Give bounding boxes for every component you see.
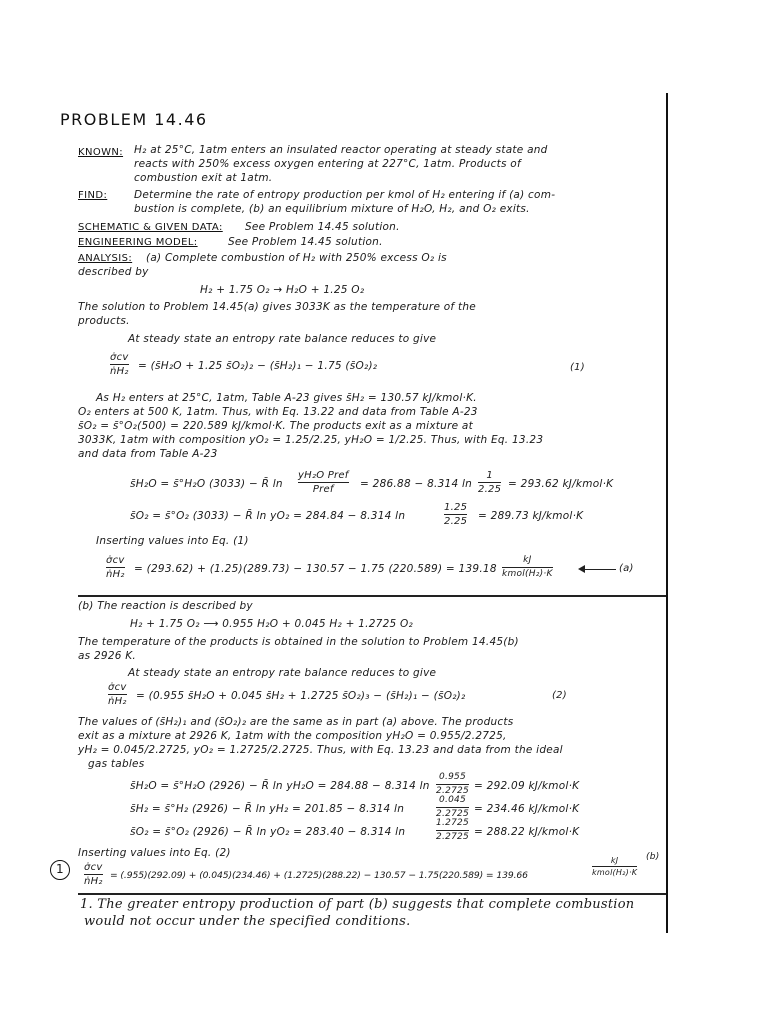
s-h2o-b-lhs: s̄H₂O = s̄°H₂O (2926) − R̄ ln yH₂O = 284.88 − 8.314 ln bbox=[130, 780, 430, 792]
result-a-unit bbox=[502, 555, 553, 580]
s-o2-b-frac-num: 1.2725 bbox=[436, 818, 469, 828]
eq1-lhs-numerator: σ̇cv bbox=[110, 352, 129, 363]
reaction-a: H₂ + 1.75 O₂ → H₂O + 1.25 O₂ bbox=[200, 284, 365, 296]
s-o2-a-lhs: s̄O₂ = s̄°O₂ (3033) − R̄ ln yO₂ = 284.84 − 8.314 ln bbox=[130, 510, 406, 522]
s-o2-a-frac-num: 1.25 bbox=[444, 502, 468, 513]
s-h2o-a-frac2-den: 2.25 bbox=[478, 484, 502, 495]
s-h2o-a-mid: = 286.88 − 8.314 ln bbox=[360, 478, 473, 490]
part-a-para-2: O₂ enters at 500 K, 1atm. Thus, with Eq. 13.22 and data from Table A-23 bbox=[78, 406, 478, 418]
s-o2-b-frac bbox=[436, 818, 469, 843]
analysis-line-3: The solution to Problem 14.45(a) gives 3033K as the temperature of the bbox=[78, 301, 476, 313]
result-b-unit-num: kJ bbox=[610, 856, 619, 865]
s-h2o-a-result: = 293.62 kJ/kmol·K bbox=[508, 478, 614, 490]
result-a-lhs-den: ṅH₂ bbox=[106, 569, 125, 580]
eq2-lhs-numerator: σ̇cv bbox=[108, 682, 127, 693]
engineering-model-label: ENGINEERING MODEL: bbox=[78, 237, 198, 248]
s-o2-b-lhs: s̄O₂ = s̄°O₂ (2926) − R̄ ln yO₂ = 283.40 − 8.314 ln bbox=[130, 826, 406, 838]
s-h2o-b-result: = 292.09 kJ/kmol·K bbox=[474, 780, 580, 792]
inserting-b: Inserting values into Eq. (2) bbox=[78, 847, 231, 859]
s-o2-a-frac-den: 2.25 bbox=[444, 516, 468, 527]
inserting-a: Inserting values into Eq. (1) bbox=[96, 535, 249, 547]
result-b-tag: (b) bbox=[646, 852, 660, 862]
eq2-lhs bbox=[108, 682, 127, 707]
result-b-unit bbox=[592, 856, 637, 877]
footnote-divider-rule bbox=[78, 893, 666, 895]
part-a-para-5: and data from Table A-23 bbox=[78, 448, 218, 460]
s-h2o-a-frac bbox=[298, 470, 349, 495]
result-b-lhs bbox=[84, 862, 103, 887]
known-line-1: H₂ at 25°C, 1atm enters an insulated reactor operating at steady state and bbox=[134, 144, 548, 156]
result-a-tag: (a) bbox=[619, 563, 634, 574]
part-a-para-4: 3033K, 1atm with composition yO₂ = 1.25/2.25, yH₂O = 1/2.25. Thus, with Eq. 13.23 bbox=[78, 434, 544, 446]
s-h2-b-frac-den: 2.2725 bbox=[436, 809, 469, 819]
result-b-rhs: = (.955)(292.09) + (0.045)(234.46) + (1.2725)(288.22) − 130.57 − 1.75(220.589) = 139.66 bbox=[110, 870, 528, 881]
s-h2o-b-frac-num: 0.955 bbox=[438, 772, 466, 782]
part-b-line-2: The temperature of the products is obtained in the solution to Problem 14.45(b) bbox=[78, 636, 519, 648]
eq2-tag: (2) bbox=[552, 690, 567, 701]
right-margin-rule bbox=[666, 93, 668, 933]
find-label: FIND: bbox=[78, 190, 108, 201]
result-a-lhs-num: σ̇cv bbox=[106, 555, 125, 566]
part-b-line-1: (b) The reaction is described by bbox=[78, 600, 253, 612]
problem-title: PROBLEM 14.46 bbox=[60, 110, 208, 129]
schematic-label: SCHEMATIC & GIVEN DATA: bbox=[78, 222, 223, 233]
eq1-lhs bbox=[110, 352, 129, 377]
part-a-para-1: As H₂ enters at 25°C, 1atm, Table A-23 gives s̄H₂ = 130.57 kJ/kmol·K. bbox=[96, 392, 477, 404]
result-a-rhs: = (293.62) + (1.25)(289.73) − 130.57 − 1.75 (220.589) = 139.18 bbox=[134, 563, 497, 575]
eq2-rhs: = (0.955 s̄H₂O + 0.045 s̄H₂ + 1.2725 s̄O₂)₃ − (s̄H₂)₁ − (s̄O₂)₂ bbox=[136, 690, 466, 702]
analysis-line-1: (a) Complete combustion of H₂ with 250% excess O₂ is bbox=[146, 252, 447, 264]
part-b-line-4: At steady state an entropy rate balance reduces to give bbox=[128, 667, 437, 679]
analysis-line-2: described by bbox=[78, 266, 149, 278]
result-a-lhs bbox=[106, 555, 125, 580]
s-o2-b-frac-den: 2.2725 bbox=[436, 832, 469, 842]
analysis-label: ANALYSIS: bbox=[78, 253, 133, 264]
s-o2-a-frac bbox=[444, 502, 467, 527]
s-h2o-b-frac-den: 2.2725 bbox=[436, 786, 469, 796]
eq2-lhs-denominator: ṅH₂ bbox=[108, 696, 127, 707]
eq1-lhs-denominator: ṅH₂ bbox=[110, 366, 129, 377]
eq1-rhs: = (s̄H₂O + 1.25 s̄O₂)₂ − (s̄H₂)₁ − 1.75 (s̄O₂)₂ bbox=[138, 360, 378, 372]
result-a-arrow bbox=[580, 569, 616, 570]
known-line-2: reacts with 250% excess oxygen entering at 227°C, 1atm. Products of bbox=[134, 158, 521, 170]
s-o2-b-result: = 288.22 kJ/kmol·K bbox=[474, 826, 580, 838]
schematic-text: See Problem 14.45 solution. bbox=[245, 221, 400, 233]
analysis-line-5: At steady state an entropy rate balance reduces to give bbox=[128, 333, 437, 345]
s-h2o-b-frac bbox=[436, 772, 469, 797]
s-o2-a-result: = 289.73 kJ/kmol·K bbox=[478, 510, 584, 522]
part-a-para-3: s̄O₂ = s̄°O₂(500) = 220.589 kJ/kmol·K. The products exit as a mixture at bbox=[78, 420, 473, 432]
part-b-para-1: The values of (s̄H₂)₁ and (s̄O₂)₂ are the same as in part (a) above. The products bbox=[78, 716, 514, 728]
part-b-para-2: exit as a mixture at 2926 K, 1atm with the composition yH₂O = 0.955/2.2725, bbox=[78, 730, 507, 742]
note-marker-circle: 1 bbox=[50, 860, 70, 880]
part-b-para-3: yH₂ = 0.045/2.2725, yO₂ = 1.2725/2.2725. Thus, with Eq. 13.23 and data from the ideal bbox=[78, 744, 563, 756]
analysis-line-4: products. bbox=[78, 315, 130, 327]
find-line-1: Determine the rate of entropy production per kmol of H₂ entering if (a) com- bbox=[134, 189, 556, 201]
s-h2o-a-frac2-num: 1 bbox=[486, 470, 493, 481]
engineering-model-text: See Problem 14.45 solution. bbox=[228, 236, 383, 248]
known-label: KNOWN: bbox=[78, 147, 124, 158]
part-b-line-3: as 2926 K. bbox=[78, 650, 137, 662]
footnote-line-2: would not occur under the specified conditions. bbox=[84, 914, 411, 929]
eq1-tag: (1) bbox=[570, 362, 585, 373]
find-line-2: bustion is complete, (b) an equilibrium mixture of H₂O, H₂, and O₂ exits. bbox=[134, 203, 530, 215]
s-h2o-a-lhs: s̄H₂O = s̄°H₂O (3033) − R̄ ln bbox=[130, 478, 283, 490]
s-h2o-a-frac2 bbox=[478, 470, 501, 495]
s-h2-b-lhs: s̄H₂ = s̄°H₂ (2926) − R̄ ln yH₂ = 201.85 − 8.314 ln bbox=[130, 803, 405, 815]
result-a-unit-den: kmol(H₂)·K bbox=[502, 569, 553, 579]
result-a-unit-num: kJ bbox=[523, 555, 532, 565]
result-b-lhs-den: ṅH₂ bbox=[84, 876, 103, 887]
known-line-3: combustion exit at 1atm. bbox=[134, 172, 273, 184]
part-b-para-4: gas tables bbox=[88, 758, 145, 770]
s-h2o-a-frac-num: yH₂O Pref bbox=[298, 470, 349, 481]
s-h2-b-frac-num: 0.045 bbox=[438, 795, 466, 805]
footnote-line-1: 1. The greater entropy production of part (b) suggests that complete combustion bbox=[80, 897, 635, 912]
result-b-lhs-num: σ̇cv bbox=[84, 862, 103, 873]
s-h2-b-frac bbox=[436, 795, 469, 820]
reaction-b: H₂ + 1.75 O₂ ⟶ 0.955 H₂O + 0.045 H₂ + 1.2725 O₂ bbox=[130, 618, 414, 630]
result-b-unit-den: kmol(H₂)·K bbox=[592, 868, 638, 877]
part-divider-rule bbox=[78, 595, 666, 597]
s-h2-b-result: = 234.46 kJ/kmol·K bbox=[474, 803, 580, 815]
s-h2o-a-frac-den: Pref bbox=[312, 484, 334, 495]
